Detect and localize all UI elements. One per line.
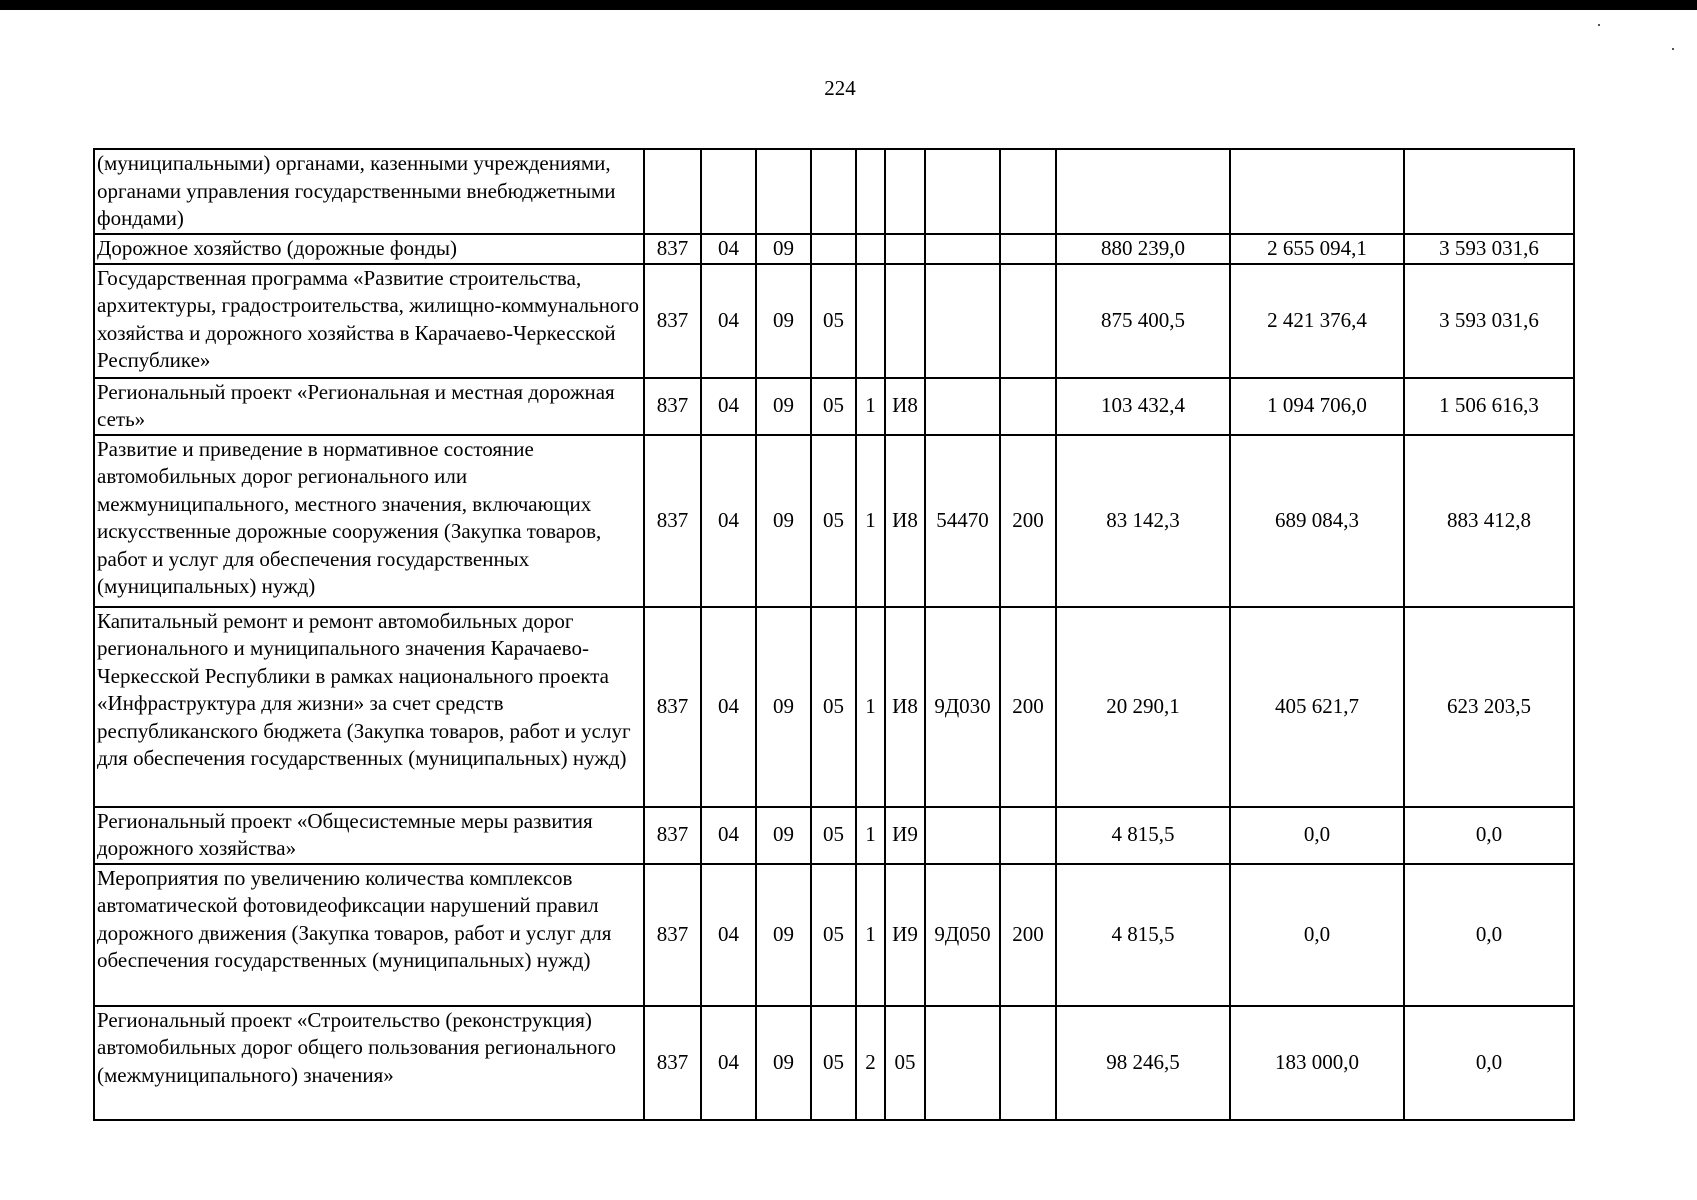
direction-code-cell: 9Д030	[925, 607, 1000, 807]
amount-year-2-cell: 0,0	[1230, 807, 1404, 864]
direction-code-cell	[925, 149, 1000, 234]
expense-type-code-cell	[1000, 1006, 1056, 1120]
amount-year-1-cell: 875 400,5	[1056, 264, 1230, 378]
scan-top-edge	[0, 0, 1697, 10]
expense-type-code-cell	[1000, 378, 1056, 435]
admin-code-cell: 837	[644, 435, 701, 607]
amount-year-3-cell	[1404, 149, 1574, 234]
project-code-cell: И8	[885, 607, 925, 807]
direction-code-cell	[925, 807, 1000, 864]
project-code-cell: И8	[885, 378, 925, 435]
project-code-cell	[885, 149, 925, 234]
table-row	[94, 807, 1574, 864]
subsection-code-cell	[756, 149, 811, 234]
program-code-cell: 05	[811, 1006, 856, 1120]
section-code-cell	[701, 149, 756, 234]
subprogram-code-cell: 1	[856, 378, 885, 435]
amount-year-3-cell: 3 593 031,6	[1404, 264, 1574, 378]
section-code-cell: 04	[701, 864, 756, 1006]
table-row	[94, 149, 1574, 234]
budget-table-body	[94, 149, 1574, 1120]
admin-code-cell: 837	[644, 234, 701, 264]
amount-year-1-cell: 103 432,4	[1056, 378, 1230, 435]
amount-year-3-cell: 0,0	[1404, 807, 1574, 864]
row-name-cell: (муниципальными) органами, казенными учреждениями, органами управления государственными внебюджетными фондами)	[94, 149, 644, 234]
program-code-cell	[811, 149, 856, 234]
amount-year-2-cell: 0,0	[1230, 864, 1404, 1006]
subprogram-code-cell: 1	[856, 864, 885, 1006]
project-code-cell	[885, 234, 925, 264]
amount-year-1-cell: 4 815,5	[1056, 807, 1230, 864]
page-number: 224	[824, 76, 856, 100]
program-code-cell: 05	[811, 807, 856, 864]
table-row	[94, 435, 1574, 607]
amount-year-1-cell: 20 290,1	[1056, 607, 1230, 807]
subsection-code-cell: 09	[756, 435, 811, 607]
table-row	[94, 378, 1574, 435]
direction-code-cell: 9Д050	[925, 864, 1000, 1006]
amount-year-1-cell: 83 142,3	[1056, 435, 1230, 607]
subsection-code-cell: 09	[756, 807, 811, 864]
project-code-cell: И9	[885, 864, 925, 1006]
project-code-cell: И9	[885, 807, 925, 864]
subsection-code-cell: 09	[756, 234, 811, 264]
project-code-cell	[885, 264, 925, 378]
section-code-cell: 04	[701, 264, 756, 378]
amount-year-2-cell: 689 084,3	[1230, 435, 1404, 607]
admin-code-cell	[644, 149, 701, 234]
table-row	[94, 234, 1574, 264]
expense-type-code-cell: 200	[1000, 435, 1056, 607]
table-row	[94, 864, 1574, 1006]
project-code-cell: И8	[885, 435, 925, 607]
amount-year-2-cell	[1230, 149, 1404, 234]
budget-table	[93, 148, 1575, 1121]
subprogram-code-cell: 1	[856, 807, 885, 864]
table-row	[94, 607, 1574, 807]
program-code-cell	[811, 234, 856, 264]
subprogram-code-cell: 1	[856, 435, 885, 607]
direction-code-cell: 54470	[925, 435, 1000, 607]
scan-speck	[1672, 48, 1674, 50]
subprogram-code-cell: 2	[856, 1006, 885, 1120]
table-row	[94, 264, 1574, 378]
amount-year-2-cell: 1 094 706,0	[1230, 378, 1404, 435]
expense-type-code-cell: 200	[1000, 607, 1056, 807]
admin-code-cell: 837	[644, 378, 701, 435]
amount-year-2-cell: 2 421 376,4	[1230, 264, 1404, 378]
project-code-cell: 05	[885, 1006, 925, 1120]
subsection-code-cell: 09	[756, 264, 811, 378]
program-code-cell: 05	[811, 264, 856, 378]
program-code-cell: 05	[811, 607, 856, 807]
section-code-cell: 04	[701, 1006, 756, 1120]
admin-code-cell: 837	[644, 864, 701, 1006]
amount-year-2-cell: 405 621,7	[1230, 607, 1404, 807]
expense-type-code-cell	[1000, 807, 1056, 864]
admin-code-cell: 837	[644, 1006, 701, 1120]
row-name-cell: Капитальный ремонт и ремонт автомобильных дорог регионального и муниципального значения Карачаево-Черкесской Республики в рамках национального проекта «Инфраструктура для жизни» за счет средств республиканского бюджета (Закупка товаров, работ и услуг для обеспечения государственных (муниципальных) нужд)	[94, 607, 644, 807]
expense-type-code-cell	[1000, 234, 1056, 264]
amount-year-1-cell: 880 239,0	[1056, 234, 1230, 264]
amount-year-3-cell: 0,0	[1404, 1006, 1574, 1120]
program-code-cell: 05	[811, 378, 856, 435]
direction-code-cell	[925, 234, 1000, 264]
subprogram-code-cell	[856, 234, 885, 264]
row-name-cell: Мероприятия по увеличению количества комплексов автоматической фотовидеофиксации нарушений правил дорожного движения (Закупка товаров, работ и услуг для обеспечения государственных (муниципальных) нужд)	[94, 864, 644, 1006]
row-name-cell: Развитие и приведение в нормативное состояние автомобильных дорог регионального или межмуниципального, местного значения, включающих искусственные дорожные сооружения (Закупка товаров, работ и услуг для обеспечения государственных (муниципальных) нужд)	[94, 435, 644, 607]
section-code-cell: 04	[701, 234, 756, 264]
direction-code-cell	[925, 378, 1000, 435]
section-code-cell: 04	[701, 435, 756, 607]
scan-speck	[1598, 24, 1600, 26]
row-name-cell: Региональный проект «Общесистемные меры развития дорожного хозяйства»	[94, 807, 644, 864]
section-code-cell: 04	[701, 607, 756, 807]
amount-year-1-cell: 4 815,5	[1056, 864, 1230, 1006]
program-code-cell: 05	[811, 435, 856, 607]
row-name-cell: Государственная программа «Развитие строительства, архитектуры, градостроительства, жилищно-коммунального хозяйства и дорожного хозяйства в Карачаево-Черкесской Республике»	[94, 264, 644, 378]
admin-code-cell: 837	[644, 807, 701, 864]
section-code-cell: 04	[701, 807, 756, 864]
section-code-cell: 04	[701, 378, 756, 435]
amount-year-3-cell: 1 506 616,3	[1404, 378, 1574, 435]
direction-code-cell	[925, 1006, 1000, 1120]
subsection-code-cell: 09	[756, 607, 811, 807]
subsection-code-cell: 09	[756, 864, 811, 1006]
expense-type-code-cell	[1000, 149, 1056, 234]
direction-code-cell	[925, 264, 1000, 378]
row-name-cell: Дорожное хозяйство (дорожные фонды)	[94, 234, 644, 264]
amount-year-1-cell: 98 246,5	[1056, 1006, 1230, 1120]
amount-year-1-cell	[1056, 149, 1230, 234]
admin-code-cell: 837	[644, 264, 701, 378]
amount-year-3-cell: 623 203,5	[1404, 607, 1574, 807]
subprogram-code-cell	[856, 149, 885, 234]
row-name-cell: Региональный проект «Строительство (реконструкция) автомобильных дорог общего пользования регионального (межмуниципального) значения»	[94, 1006, 644, 1120]
expense-type-code-cell: 200	[1000, 864, 1056, 1006]
expense-type-code-cell	[1000, 264, 1056, 378]
subprogram-code-cell: 1	[856, 607, 885, 807]
amount-year-3-cell: 883 412,8	[1404, 435, 1574, 607]
admin-code-cell: 837	[644, 607, 701, 807]
amount-year-2-cell: 183 000,0	[1230, 1006, 1404, 1120]
table-row	[94, 1006, 1574, 1120]
program-code-cell: 05	[811, 864, 856, 1006]
amount-year-3-cell: 0,0	[1404, 864, 1574, 1006]
subsection-code-cell: 09	[756, 1006, 811, 1120]
subsection-code-cell: 09	[756, 378, 811, 435]
amount-year-2-cell: 2 655 094,1	[1230, 234, 1404, 264]
row-name-cell: Региональный проект «Региональная и местная дорожная сеть»	[94, 378, 644, 435]
subprogram-code-cell	[856, 264, 885, 378]
amount-year-3-cell: 3 593 031,6	[1404, 234, 1574, 264]
